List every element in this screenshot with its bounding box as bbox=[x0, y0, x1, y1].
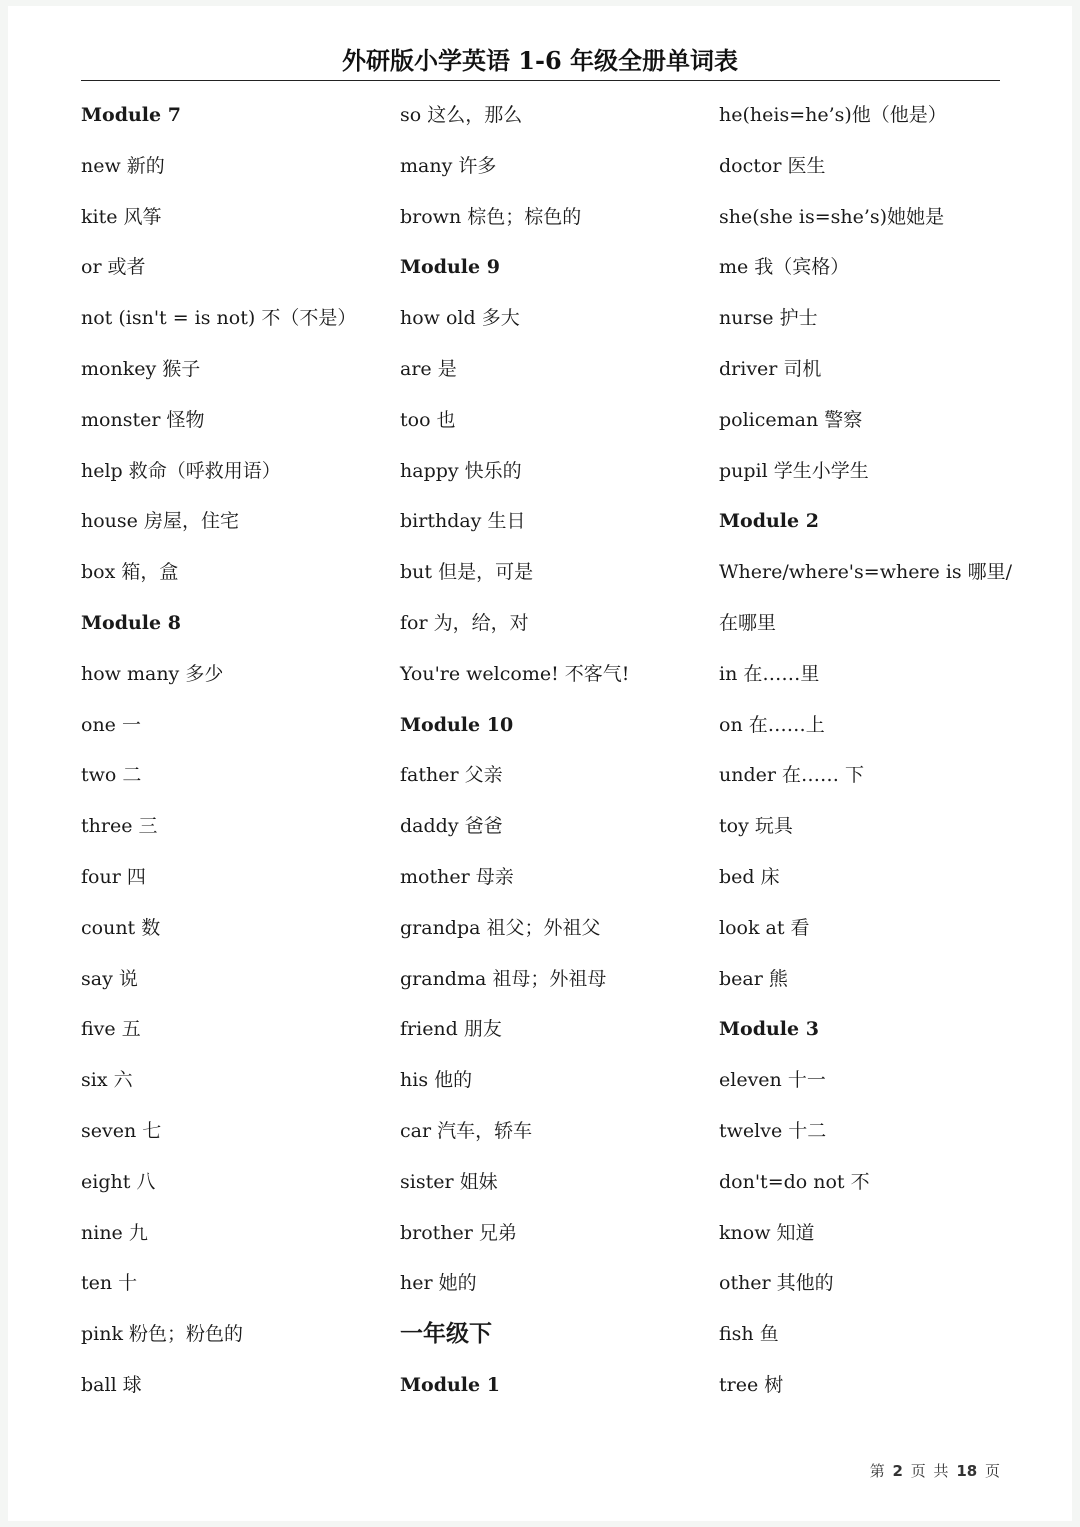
vocab-entry: grandpa 祖父；外祖父 bbox=[400, 916, 601, 939]
vocab-entry: car 汽车，轿车 bbox=[400, 1119, 533, 1142]
vocab-entry: bed 床 bbox=[719, 865, 780, 888]
vocab-entry: daddy 爸爸 bbox=[400, 815, 503, 838]
vocab-entry: he(heis=he’s)他（他是） bbox=[719, 104, 947, 126]
vocab-entry: grandma 祖母；外祖母 bbox=[400, 967, 607, 990]
footer-total-pages: 18 bbox=[956, 1462, 978, 1480]
section-heading: Module 3 bbox=[719, 1018, 819, 1041]
footer-total-suffix: 页 bbox=[984, 1462, 1000, 1480]
vocab-entry: You're welcome! 不客气! bbox=[400, 662, 630, 685]
vocab-entry: sister 姐妹 bbox=[400, 1170, 498, 1193]
vocab-entry: in 在……里 bbox=[719, 662, 820, 685]
vocab-entry: her 她的 bbox=[400, 1272, 477, 1295]
section-heading: Module 7 bbox=[81, 104, 181, 126]
vocab-entry: nine 九 bbox=[81, 1221, 148, 1244]
vocab-entry: nurse 护士 bbox=[719, 307, 818, 330]
vocab-entry: twelve 十二 bbox=[719, 1119, 827, 1142]
vocab-entry: how old 多大 bbox=[400, 307, 520, 330]
footer-current-page: 2 bbox=[892, 1462, 903, 1480]
vocab-entry: pink 粉色；粉色的 bbox=[81, 1323, 244, 1346]
vocab-entry: ball 球 bbox=[81, 1373, 142, 1396]
vocab-entry: brown 棕色；棕色的 bbox=[400, 205, 582, 228]
vocab-entry: brother 兄弟 bbox=[400, 1221, 517, 1244]
vocab-entry: how many 多少 bbox=[81, 662, 224, 685]
vocab-column-2 bbox=[400, 90, 700, 1411]
vocab-entry: box 箱，盒 bbox=[81, 561, 179, 584]
vocab-entry: toy 玩具 bbox=[719, 815, 793, 838]
vocab-entry: new 新的 bbox=[81, 154, 165, 177]
vocab-entry: help 救命（呼救用语） bbox=[81, 459, 281, 482]
vocab-entry: birthday 生日 bbox=[400, 510, 526, 533]
vocab-entry: one 一 bbox=[81, 713, 141, 736]
vocab-entry: are 是 bbox=[400, 357, 457, 380]
section-heading: 一年级下 bbox=[400, 1320, 492, 1348]
vocab-entry: ten 十 bbox=[81, 1272, 138, 1295]
section-heading: Module 2 bbox=[719, 510, 819, 533]
vocab-entry: monster 怪物 bbox=[81, 408, 205, 431]
footer-page-suffix: 页 共 bbox=[910, 1462, 949, 1480]
page-title: 外研版小学英语 1-6 年级全册单词表 bbox=[341, 46, 739, 75]
vocab-entry: house 房屋，住宅 bbox=[81, 510, 239, 533]
vocab-entry: other 其他的 bbox=[719, 1272, 834, 1295]
vocab-entry: or 或者 bbox=[81, 256, 146, 279]
vocab-entry: know 知道 bbox=[719, 1221, 815, 1244]
vocab-entry: happy 快乐的 bbox=[400, 459, 522, 482]
section-heading: Module 1 bbox=[400, 1373, 500, 1396]
vocab-entry: two 二 bbox=[81, 764, 142, 787]
vocab-column-1 bbox=[81, 90, 381, 1411]
vocab-entry: look at 看 bbox=[719, 916, 810, 939]
vocab-entry: on 在……上 bbox=[719, 713, 825, 736]
vocab-entry: Where/where's=where is 哪里/ bbox=[719, 561, 1013, 584]
vocab-entry: five 五 bbox=[81, 1018, 141, 1041]
vocab-entry: fish 鱼 bbox=[719, 1323, 779, 1346]
vocab-entry: bear 熊 bbox=[719, 967, 788, 990]
vocab-entry: friend 朋友 bbox=[400, 1018, 502, 1041]
vocab-entry: mother 母亲 bbox=[400, 865, 514, 888]
vocab-entry: pupil 学生小学生 bbox=[719, 459, 869, 482]
vocab-entry: driver 司机 bbox=[719, 357, 822, 380]
vocab-entry: monkey 猴子 bbox=[81, 357, 201, 380]
vocab-column-3 bbox=[719, 90, 1013, 1411]
vocab-entry: count 数 bbox=[81, 916, 161, 939]
vocab-entry: three 三 bbox=[81, 815, 158, 838]
vocab-entry: policeman 警察 bbox=[719, 408, 863, 431]
vocab-entry: tree 树 bbox=[719, 1373, 784, 1396]
vocab-entry: 在哪里 bbox=[719, 611, 777, 634]
vocab-entry: seven 七 bbox=[81, 1119, 162, 1142]
vocab-entry: under 在…… 下 bbox=[719, 764, 865, 787]
vocab-entry: kite 风筝 bbox=[81, 205, 162, 228]
section-heading: Module 8 bbox=[81, 611, 181, 634]
vocab-entry: so 这么，那么 bbox=[400, 104, 523, 126]
vocab-entry: father 父亲 bbox=[400, 764, 503, 787]
vocab-entry: many 许多 bbox=[400, 154, 497, 177]
vocab-entry: for 为，给，对 bbox=[400, 611, 529, 634]
vocab-entry: say 说 bbox=[81, 967, 138, 990]
section-heading: Module 9 bbox=[400, 256, 500, 279]
footer-page-label: 第 bbox=[869, 1462, 885, 1480]
vocab-entry: too 也 bbox=[400, 408, 456, 431]
page-footer bbox=[870, 1460, 1000, 1481]
vocab-entry: six 六 bbox=[81, 1069, 133, 1092]
vocab-entry: his 他的 bbox=[400, 1069, 473, 1092]
vocab-entry: but 但是，可是 bbox=[400, 561, 534, 584]
vocab-entry: eight 八 bbox=[81, 1170, 156, 1193]
vocab-entry: not (isn't = is not) 不（不是） bbox=[81, 307, 357, 330]
vocab-entry: don't=do not 不 bbox=[719, 1170, 870, 1193]
title-divider bbox=[81, 80, 1000, 81]
vocab-entry: doctor 医生 bbox=[719, 154, 826, 177]
vocab-entry: she(she is=she’s)她她是 bbox=[719, 205, 945, 228]
vocab-entry: four 四 bbox=[81, 865, 146, 888]
vocab-entry: me 我（宾格） bbox=[719, 256, 850, 279]
vocab-entry: eleven 十一 bbox=[719, 1069, 826, 1092]
section-heading: Module 10 bbox=[400, 713, 514, 736]
